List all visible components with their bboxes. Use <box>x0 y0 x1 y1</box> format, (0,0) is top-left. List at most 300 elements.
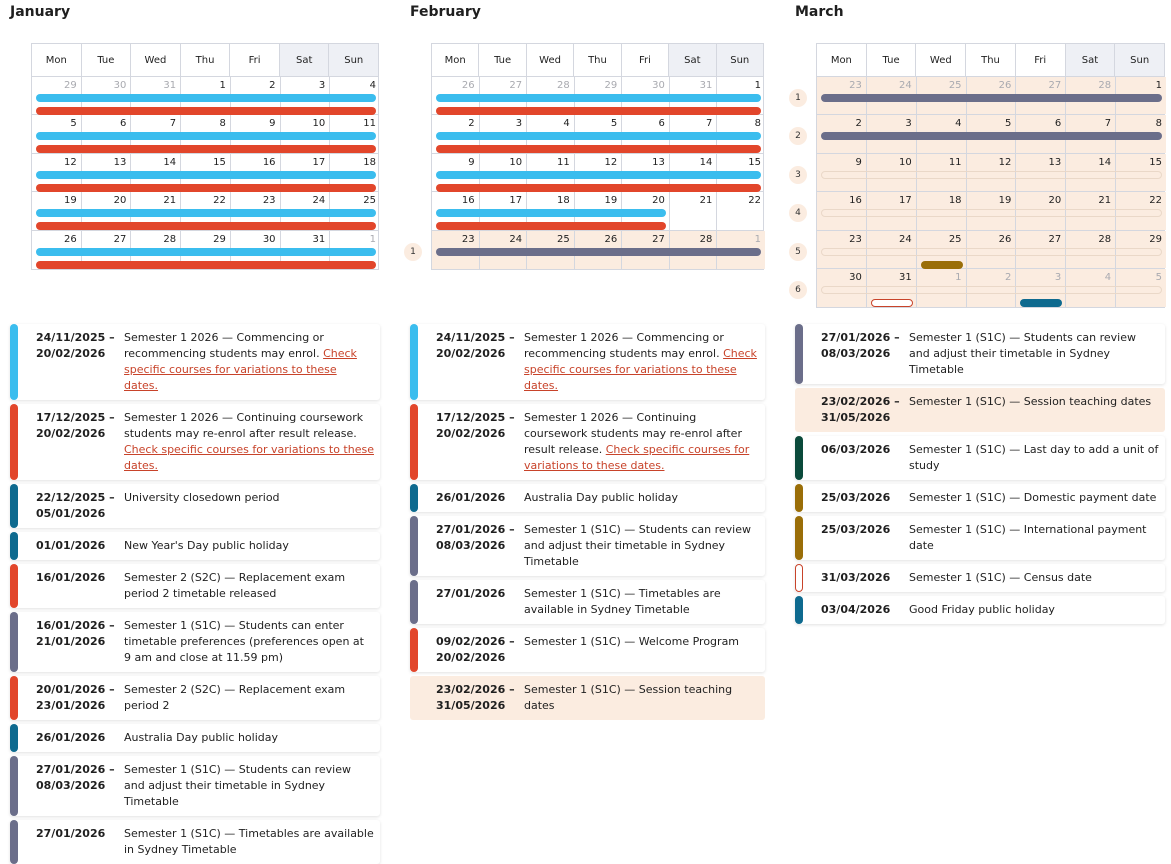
event-text: Semester 1 2026 — Continuing coursework students may re-enrol after result release. <box>524 411 742 456</box>
event-date: 24/11/2025 – 20/02/2026 <box>36 331 115 360</box>
event-description <box>124 618 374 666</box>
event-color-stripe <box>10 756 18 816</box>
day-cell[interactable]: 24 <box>480 231 528 269</box>
weekday-label-fri: Fri <box>230 44 280 76</box>
day-cell[interactable]: 13 <box>82 154 132 191</box>
event-item[interactable] <box>795 324 1165 384</box>
day-cell[interactable]: 14 <box>670 154 718 191</box>
event-bar-blue[interactable] <box>436 209 666 217</box>
day-cell[interactable]: 18 <box>527 192 575 229</box>
event-item[interactable] <box>795 564 1165 592</box>
day-cell[interactable]: 2 <box>817 115 867 152</box>
event-bar-olive[interactable] <box>921 261 963 269</box>
week-row <box>817 77 1164 115</box>
day-cell[interactable]: 23 <box>817 231 867 268</box>
weekday-label-sat: Sat <box>669 44 716 76</box>
event-bar-red[interactable] <box>436 145 761 153</box>
day-cell[interactable]: 22 <box>1116 192 1166 229</box>
event-bar-blue[interactable] <box>36 209 376 217</box>
event-color-stripe <box>10 820 18 864</box>
event-item[interactable] <box>410 324 765 400</box>
day-cell[interactable]: 30 <box>817 269 867 307</box>
day-cell[interactable]: 27 <box>1016 77 1066 114</box>
event-description <box>524 586 759 618</box>
day-cell[interactable]: 30 <box>231 231 281 269</box>
event-description <box>909 490 1159 506</box>
event-bar-teal[interactable] <box>1020 299 1062 307</box>
event-variations-link[interactable]: Check specific courses for variations to these dates. <box>524 347 757 392</box>
day-cell[interactable]: 12 <box>32 154 82 191</box>
day-cell[interactable]: 9 <box>817 154 867 191</box>
weekday-header <box>432 44 763 77</box>
day-cell[interactable]: 18 <box>363 156 376 168</box>
weekday-label-tue: Tue <box>867 44 917 76</box>
day-cell[interactable]: 27 <box>82 231 132 269</box>
day-cell[interactable]: 22 <box>748 195 761 207</box>
day-cell[interactable]: 8 <box>754 118 761 130</box>
day-cell[interactable]: 28 <box>131 231 181 269</box>
day-cell[interactable]: 23 <box>231 192 281 229</box>
weekday-header <box>32 44 378 77</box>
day-cell[interactable]: 14 <box>131 154 181 191</box>
event-color-stripe <box>10 484 18 528</box>
event-item[interactable] <box>410 580 765 624</box>
day-cell[interactable]: 30 <box>622 77 670 114</box>
day-cell[interactable]: 26 <box>32 231 82 269</box>
day-cell[interactable]: 21 <box>131 192 181 229</box>
weekday-label-mon: Mon <box>432 44 479 76</box>
event-item[interactable] <box>795 596 1165 624</box>
event-date: 23/02/2026 – 31/05/2026 <box>821 395 900 424</box>
event-description <box>124 538 374 554</box>
event-color-stripe <box>410 580 418 624</box>
day-cell[interactable]: 26 <box>967 231 1017 268</box>
day-cell[interactable]: 31 <box>281 231 331 269</box>
day-cell[interactable]: 25 <box>917 77 967 114</box>
weekday-label-sun: Sun <box>1115 44 1164 76</box>
day-cell[interactable]: 6 <box>1016 115 1066 152</box>
day-cell[interactable]: 24 <box>281 192 331 229</box>
day-cell[interactable]: 23 <box>432 231 480 269</box>
event-text: Semester 1 (S1C) — Domestic payment date <box>909 491 1157 504</box>
day-cell[interactable]: 1 <box>181 77 231 114</box>
event-text: Australia Day public holiday <box>124 731 279 744</box>
event-description <box>124 826 374 858</box>
event-text: Semester 1 (S1C) — Session teaching dates <box>524 683 733 712</box>
event-item[interactable] <box>10 820 380 864</box>
event-description <box>124 490 374 506</box>
week-number: 4 <box>789 204 807 222</box>
day-cell[interactable]: 17 <box>480 192 528 229</box>
day-cell[interactable]: 2 <box>432 115 480 152</box>
day-cell[interactable]: 10 <box>480 154 528 191</box>
day-cell[interactable]: 13 <box>622 154 670 191</box>
event-bar-hollow[interactable] <box>871 299 913 307</box>
day-cell[interactable]: 16 <box>231 154 281 191</box>
event-text: Semester 1 (S1C) — Session teaching dates <box>909 395 1152 408</box>
event-date: 25/03/2026 <box>821 523 891 536</box>
event-description <box>909 522 1159 554</box>
event-item[interactable] <box>10 324 380 400</box>
event-date: 16/01/2026 <box>36 571 106 584</box>
day-cell[interactable]: 27 <box>622 231 670 269</box>
event-color-stripe <box>795 516 803 560</box>
weekday-label-wed: Wed <box>527 44 574 76</box>
event-text: Semester 1 (S1C) — Students can enter timetable preferences (preferences open at 9 am and close at 11.59 pm) <box>124 619 364 664</box>
event-item[interactable] <box>795 516 1165 560</box>
event-bar-blue[interactable] <box>36 132 376 140</box>
week-row <box>32 154 378 192</box>
weekday-label-thu: Thu <box>966 44 1016 76</box>
event-date: 20/01/2026 – 23/01/2026 <box>36 683 115 712</box>
day-cell[interactable]: 10 <box>281 115 331 152</box>
event-date: 03/04/2026 <box>821 603 891 616</box>
week-row <box>432 192 763 230</box>
event-text: Semester 1 (S1C) — Census date <box>909 571 1092 584</box>
event-date: 16/01/2026 – 21/01/2026 <box>36 619 115 648</box>
day-cell[interactable]: 19 <box>967 192 1017 229</box>
day-cell[interactable]: 8 <box>1116 115 1166 152</box>
event-bar-blue[interactable] <box>436 171 761 179</box>
day-cell[interactable]: 12 <box>575 154 623 191</box>
event-item[interactable] <box>10 676 380 720</box>
event-item[interactable] <box>410 676 765 720</box>
weekday-header <box>817 44 1164 77</box>
event-date: 27/01/2026 <box>36 827 106 840</box>
event-bar-red[interactable] <box>436 222 666 230</box>
event-date: 27/01/2026 <box>436 587 506 600</box>
event-bar-red[interactable] <box>36 222 376 230</box>
day-cell[interactable]: 27 <box>480 77 528 114</box>
event-date: 27/01/2026 – 08/03/2026 <box>821 331 900 360</box>
day-cell[interactable]: 7 <box>1066 115 1116 152</box>
event-item[interactable] <box>410 516 765 576</box>
day-cell[interactable]: 15 <box>181 154 231 191</box>
event-date: 17/12/2025 – 20/02/2026 <box>436 411 515 440</box>
event-color-stripe <box>795 596 803 624</box>
weekday-label-sat: Sat <box>1066 44 1116 76</box>
day-cell[interactable]: 12 <box>967 154 1017 191</box>
day-cell[interactable]: 25 <box>527 231 575 269</box>
day-cell[interactable]: 19 <box>32 192 82 229</box>
event-text: University closedown period <box>124 491 280 504</box>
day-cell[interactable]: 15 <box>1116 154 1166 191</box>
day-cell[interactable]: 3 <box>281 77 331 114</box>
event-bar-red[interactable] <box>436 184 761 192</box>
event-description <box>524 410 759 474</box>
day-cell[interactable]: 21 <box>670 192 718 229</box>
week-row <box>432 115 763 153</box>
week-number: 1 <box>404 243 422 261</box>
event-bar-blue[interactable] <box>436 132 761 140</box>
weekday-label-tue: Tue <box>479 44 526 76</box>
event-color-stripe <box>795 564 803 592</box>
day-cell[interactable]: 26 <box>967 77 1017 114</box>
day-cell[interactable]: 1 <box>917 269 967 307</box>
event-item[interactable] <box>10 756 380 816</box>
event-description <box>909 394 1159 410</box>
event-bar-blue[interactable] <box>36 94 376 102</box>
event-date: 23/02/2026 – 31/05/2026 <box>436 683 515 712</box>
session-track <box>821 171 1162 179</box>
week-number: 2 <box>789 127 807 145</box>
event-color-stripe <box>10 564 18 608</box>
day-cell[interactable]: 11 <box>527 154 575 191</box>
event-text: Good Friday public holiday <box>909 603 1055 616</box>
event-bar-red[interactable] <box>436 107 761 115</box>
event-color-stripe <box>410 484 418 512</box>
event-text: Semester 1 (S1C) — Students can review and adjust their timetable in Sydney Timetable <box>909 331 1136 376</box>
day-cell[interactable]: 24 <box>867 231 917 268</box>
weekday-label-thu: Thu <box>181 44 231 76</box>
event-item[interactable] <box>10 564 380 608</box>
month-title: March <box>795 4 844 20</box>
day-cell[interactable]: 1 <box>717 231 765 269</box>
event-date: 27/01/2026 – 08/03/2026 <box>36 763 115 792</box>
event-item[interactable] <box>795 484 1165 512</box>
week-row <box>32 115 378 153</box>
event-item[interactable] <box>10 724 380 752</box>
day-cell[interactable]: 17 <box>867 192 917 229</box>
day-cell[interactable]: 25 <box>363 195 376 207</box>
event-bar-red[interactable] <box>36 145 376 153</box>
day-cell[interactable]: 20 <box>1016 192 1066 229</box>
day-cell[interactable]: 7 <box>670 115 718 152</box>
event-text: Semester 1 (S1C) — Last day to add a unit of study <box>909 443 1159 472</box>
weekday-label-mon: Mon <box>817 44 867 76</box>
day-cell[interactable]: 5 <box>575 115 623 152</box>
event-bar-blue[interactable] <box>36 171 376 179</box>
day-cell[interactable]: 14 <box>1066 154 1116 191</box>
event-text: Semester 2 (S2C) — Replacement exam period 2 timetable released <box>124 571 346 600</box>
month-title: February <box>410 4 481 20</box>
day-cell[interactable]: 30 <box>82 77 132 114</box>
weekday-label-thu: Thu <box>574 44 621 76</box>
day-cell[interactable]: 11 <box>917 154 967 191</box>
event-color-stripe <box>795 484 803 512</box>
day-cell[interactable]: 2 <box>967 269 1017 307</box>
day-cell[interactable]: 15 <box>748 156 761 168</box>
week-row <box>817 154 1164 192</box>
event-bar-slate[interactable] <box>821 94 1162 102</box>
day-cell[interactable]: 28 <box>527 77 575 114</box>
day-cell[interactable]: 29 <box>575 77 623 114</box>
event-date: 31/03/2026 <box>821 571 891 584</box>
day-cell[interactable]: 31 <box>131 77 181 114</box>
event-description <box>909 442 1159 474</box>
event-bar-red[interactable] <box>36 261 376 269</box>
event-description <box>124 682 374 714</box>
day-cell[interactable]: 28 <box>1066 231 1116 268</box>
day-cell[interactable]: 23 <box>817 77 867 114</box>
event-color-stripe <box>10 724 18 752</box>
month-calendar <box>816 43 1165 308</box>
event-description <box>524 634 759 650</box>
day-cell[interactable]: 4 <box>527 115 575 152</box>
event-date: 06/03/2026 <box>821 443 891 456</box>
event-text: Australia Day public holiday <box>524 491 679 504</box>
event-item[interactable] <box>410 628 765 672</box>
day-cell[interactable]: 28 <box>670 231 718 269</box>
session-track <box>821 248 1162 256</box>
day-cell[interactable]: 4 <box>369 80 376 91</box>
event-description <box>524 490 759 506</box>
event-color-stripe <box>795 324 803 384</box>
event-description <box>124 762 374 810</box>
day-cell[interactable]: 19 <box>575 192 623 229</box>
week-row <box>32 231 378 269</box>
event-description <box>909 330 1159 378</box>
event-item[interactable] <box>10 532 380 560</box>
event-variations-link[interactable]: Check specific courses for variations to these dates. <box>124 443 374 472</box>
event-variations-link[interactable]: Check specific courses for variations to these dates. <box>124 347 357 392</box>
month-calendar <box>31 43 379 270</box>
event-variations-link[interactable]: Check specific courses for variations to these dates. <box>524 443 750 472</box>
week-row <box>32 192 378 230</box>
event-color-stripe <box>410 628 418 672</box>
day-cell[interactable]: 25 <box>917 231 967 268</box>
day-cell[interactable]: 24 <box>867 77 917 114</box>
event-date: 09/02/2026 – 20/02/2026 <box>436 635 515 664</box>
day-cell[interactable]: 21 <box>1066 192 1116 229</box>
day-cell[interactable]: 8 <box>181 115 231 152</box>
day-cell[interactable]: 3 <box>1016 269 1066 307</box>
weekday-label-mon: Mon <box>32 44 82 76</box>
day-cell[interactable]: 26 <box>432 77 480 114</box>
week-row <box>32 77 378 115</box>
day-cell[interactable]: 18 <box>917 192 967 229</box>
weekday-label-wed: Wed <box>916 44 966 76</box>
week-row <box>817 115 1164 153</box>
event-bar-red[interactable] <box>36 184 376 192</box>
event-item[interactable] <box>795 388 1165 432</box>
day-cell[interactable]: 31 <box>670 77 718 114</box>
day-cell[interactable]: 29 <box>32 77 82 114</box>
day-cell[interactable]: 6 <box>82 115 132 152</box>
event-text: Semester 1 (S1C) — International payment date <box>909 523 1147 552</box>
event-text: Semester 1 (S1C) — Welcome Program <box>524 635 740 648</box>
event-text: Semester 2 (S2C) — Replacement exam period 2 <box>124 683 346 712</box>
event-item[interactable] <box>410 484 765 512</box>
event-text: Semester 1 (S1C) — Students can review and adjust their timetable in Sydney Timetable <box>124 763 351 808</box>
event-color-stripe <box>410 404 418 480</box>
event-description <box>524 522 759 570</box>
day-cell[interactable]: 1 <box>369 233 376 245</box>
day-cell[interactable]: 10 <box>867 154 917 191</box>
day-cell[interactable]: 28 <box>1066 77 1116 114</box>
day-cell[interactable]: 13 <box>1016 154 1066 191</box>
event-description <box>124 410 374 474</box>
day-cell[interactable]: 11 <box>363 118 376 130</box>
day-cell[interactable]: 4 <box>917 115 967 152</box>
event-color-stripe <box>10 676 18 720</box>
event-item[interactable] <box>10 484 380 528</box>
day-cell[interactable]: 3 <box>867 115 917 152</box>
day-cell[interactable]: 5 <box>32 115 82 152</box>
week-number: 3 <box>789 166 807 184</box>
event-bar-red[interactable] <box>36 107 376 115</box>
day-cell[interactable]: 22 <box>181 192 231 229</box>
weekday-label-fri: Fri <box>622 44 669 76</box>
event-color-stripe <box>10 324 18 400</box>
event-text: New Year's Day public holiday <box>124 539 289 552</box>
week-number: 1 <box>789 89 807 107</box>
weekday-label-tue: Tue <box>82 44 132 76</box>
event-bar-blue[interactable] <box>36 248 376 256</box>
event-text: Semester 1 (S1C) — Timetables are available in Sydney Timetable <box>124 827 374 856</box>
event-description <box>909 570 1159 586</box>
day-cell[interactable]: 6 <box>622 115 670 152</box>
day-cell[interactable]: 5 <box>967 115 1017 152</box>
week-row <box>817 231 1164 269</box>
month-calendar <box>431 43 764 270</box>
day-cell[interactable]: 17 <box>281 154 331 191</box>
week-number: 5 <box>789 243 807 261</box>
session-track <box>821 286 1162 294</box>
event-date: 26/01/2026 <box>436 491 506 504</box>
event-item[interactable] <box>410 404 765 480</box>
day-cell[interactable]: 31 <box>867 269 917 307</box>
day-cell[interactable]: 27 <box>1016 231 1066 268</box>
event-date: 01/01/2026 <box>36 539 106 552</box>
event-description <box>124 730 374 746</box>
event-description <box>524 682 759 714</box>
day-cell[interactable]: 1 <box>754 80 761 91</box>
event-item[interactable] <box>795 436 1165 480</box>
event-bar-slate[interactable] <box>821 132 1162 140</box>
day-cell[interactable]: 5 <box>1116 269 1166 307</box>
day-cell[interactable]: 16 <box>432 192 480 229</box>
session-track <box>821 209 1162 217</box>
event-bar-slate[interactable] <box>436 248 761 256</box>
week-row <box>432 231 763 269</box>
day-cell[interactable]: 9 <box>432 154 480 191</box>
event-text: Semester 1 2026 — Continuing coursework students may re-enrol after result release. <box>124 411 364 440</box>
day-cell[interactable]: 29 <box>181 231 231 269</box>
week-row <box>817 269 1164 307</box>
event-text: Semester 1 (S1C) — Timetables are available in Sydney Timetable <box>524 587 721 616</box>
day-cell[interactable]: 4 <box>1066 269 1116 307</box>
event-description <box>909 602 1159 618</box>
weekday-label-sun: Sun <box>329 44 378 76</box>
day-cell[interactable]: 29 <box>1116 231 1166 268</box>
event-description <box>524 330 759 394</box>
event-text: Semester 1 (S1C) — Students can review and adjust their timetable in Sydney Timetable <box>524 523 751 568</box>
event-bar-blue[interactable] <box>436 94 761 102</box>
event-date: 25/03/2026 <box>821 491 891 504</box>
event-date: 17/12/2025 – 20/02/2026 <box>36 411 115 440</box>
day-cell[interactable]: 9 <box>231 115 281 152</box>
weekday-label-sat: Sat <box>280 44 330 76</box>
event-item[interactable] <box>10 612 380 672</box>
event-text: Semester 1 2026 — Commencing or recommencing students may enrol. <box>524 331 724 360</box>
event-date: 24/11/2025 – 20/02/2026 <box>436 331 515 360</box>
weekday-label-wed: Wed <box>131 44 181 76</box>
day-cell[interactable]: 7 <box>131 115 181 152</box>
day-cell[interactable]: 2 <box>231 77 281 114</box>
event-date: 22/12/2025 – 05/01/2026 <box>36 491 115 520</box>
week-number: 6 <box>789 281 807 299</box>
day-cell[interactable]: 20 <box>622 192 670 229</box>
event-item[interactable] <box>10 404 380 480</box>
day-cell[interactable]: 20 <box>82 192 132 229</box>
day-cell[interactable]: 26 <box>575 231 623 269</box>
event-color-stripe <box>10 612 18 672</box>
day-cell[interactable]: 3 <box>480 115 528 152</box>
day-cell[interactable]: 16 <box>817 192 867 229</box>
day-cell[interactable]: 1 <box>1116 77 1166 114</box>
event-color-stripe <box>10 532 18 560</box>
